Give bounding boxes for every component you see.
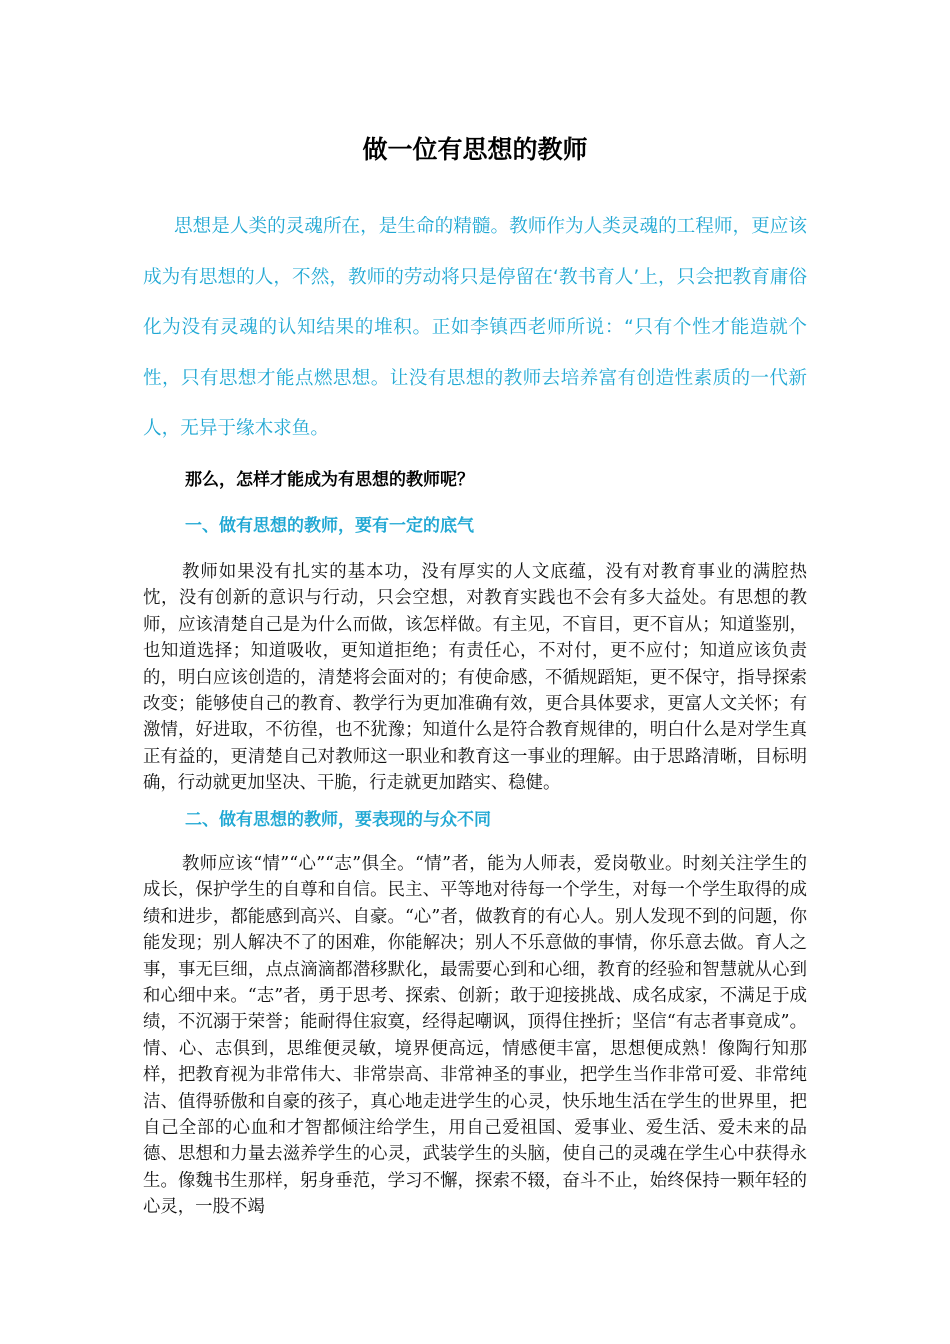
section-body-1: 教师如果没有扎实的基本功，没有厚实的人文底蕴，没有对教育事业的满腔热忱，没有创新的意识与行动，只会空想，对教育实践也不会有多大益处。有思想的教师，应该清楚自己是为什么而做，该怎样做。有主见，不盲目，更不盲从；知道鉴别，也知道选择；知道吸收，更知道拒绝；有责任心，不对付，更不应付；知道应该负责的，明白应该创造的，清楚将会面对的；有使命感，不循规蹈矩，更不保守，指导探索改变；能够使自己的教育、教学行为更加准确有效，更合具体要求，更富人文关怀；有激情，好进取，不彷徨，也不犹豫；知道什么是符合教育规律的，明白什么是对学生真正有益的，更清楚自己对教师这一职业和教育这一事业的理解。由于思路清晰，目标明确，行动就更加坚决、干脆，行走就更加踏实、稳健。 — [143, 562, 807, 794]
section-heading-2: 二、做有思想的教师，要表现的与众不同 — [185, 810, 491, 830]
section-body-2: 教师应该“情”“心”“志”俱全。“情”者，能为人师表，爱岗敬业。时刻关注学生的成长，保护学生的自尊和自信。民主、平等地对待每一个学生，对每一个学生取得的成绩和进步，都能感到高兴、自豪。“心”者，做教育的有心人。别人发现不到的问题，你能发现；别人解决不了的困难，你能解决；别人不乐意做的事情，你乐意去做。育人之事，事无巨细，点点滴滴都潜移默化，最需要心到和心细，教育的经验和智慧就从心到和心细中来。“志”者，勇于思考、探索、创新；敢于迎接挑战、成名成家，不满足于成绩，不沉溺于荣誉；能耐得住寂寞，经得起嘲讽，顶得住挫折；坚信“有志者事竟成”。情、心、志俱到，思维便灵敏，境界便高远，情感便丰富，思想便成熟！像陶行知那样，把教育视为非常伟大、非常崇高、非常神圣的事业，把学生当作非常可爱、非常纯洁、值得骄傲和自豪的孩子，真心地走进学生的心灵，快乐地生活在学生的世界里，把自己全部的心血和才智都倾注给学生，用自己爱祖国、爱事业、爱生活、爱未来的品德、思想和力量去滋养学生的心灵，武装学生的头脑，使自己的灵魂在学生心中获得永生。像魏书生那样，躬身垂范，学习不懈，探索不辍，奋斗不止，始终保持一颗年轻的心灵，一股不竭 — [143, 854, 807, 1218]
document-title: 做一位有思想的教师 — [362, 135, 588, 164]
section-heading-1: 一、做有思想的教师，要有一定的底气 — [185, 516, 474, 536]
intro-paragraph: 思想是人类的灵魂所在，是生命的精髓。教师作为人类灵魂的工程师，更应该成为有思想的人，不然，教师的劳动将只是停留在‘教书育人’上，只会把教育庸俗化为没有灵魂的认知结果的堆积。正如李镇西老师所说：“只有个性才能造就个性，只有思想才能点燃思想。让没有思想的教师去培养富有创造性素质的一代新人，无异于缘木求鱼。 — [143, 216, 807, 439]
guiding-question: 那么，怎样才能成为有思想的教师呢？ — [185, 470, 474, 490]
